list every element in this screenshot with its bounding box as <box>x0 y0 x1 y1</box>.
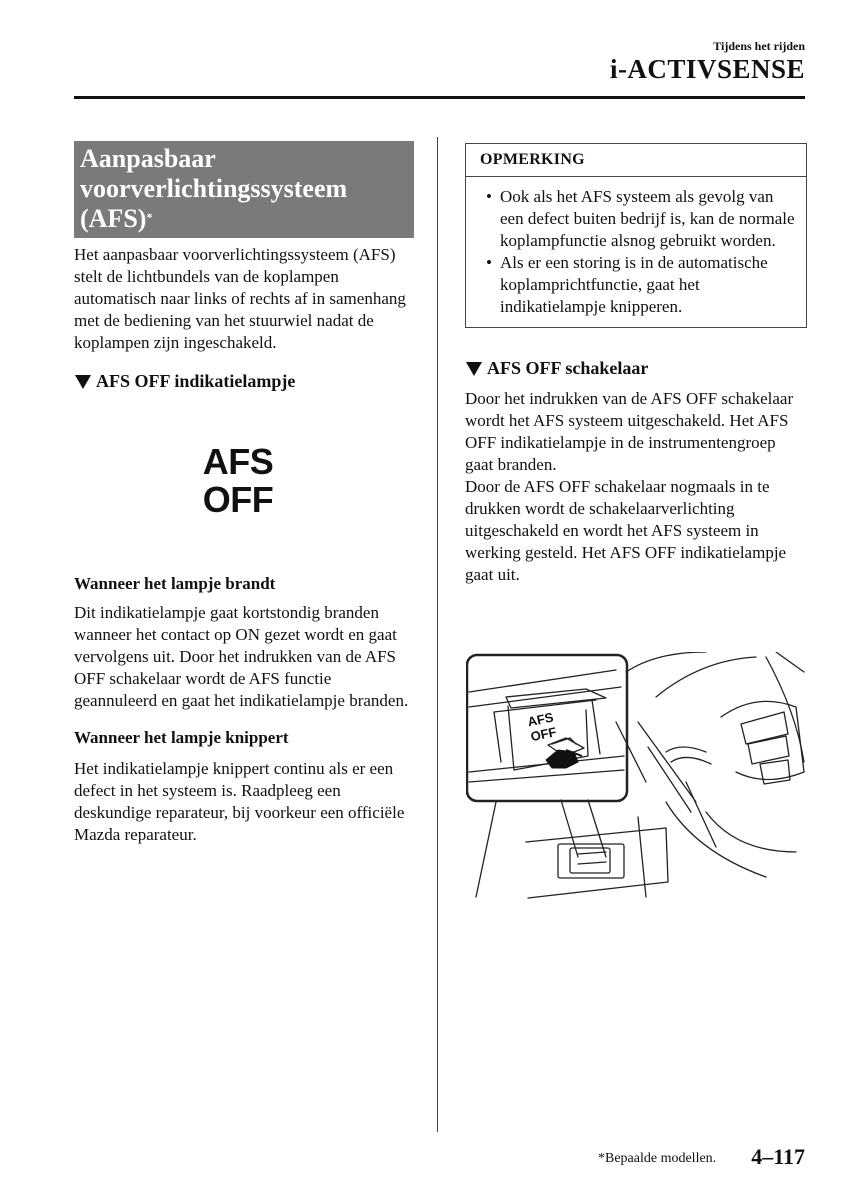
note-item-text: Ook als het AFS systeem als gevolg van een defect buiten bedrijf is, kan de normale koplampfunctie alsnog gebruikt worden. <box>500 187 795 250</box>
section-title-line2: voorverlichtingssysteem <box>80 174 348 203</box>
afs-off-indicator <box>58 443 418 519</box>
burns-heading: Wanneer het lampje brandt <box>74 574 276 593</box>
switch-paragraph-2: Door de AFS OFF schakelaar nogmaals in te drukken wordt de schakelaarverlichting uitgeschakeld en wordt het AFS systeem in werking gesteld. Het AFS OFF indikatielampje gaat uit. <box>465 477 787 584</box>
header-rule <box>74 96 805 99</box>
illustration-off-label: OFF <box>529 724 558 745</box>
section-title-line1: Aanpasbaar <box>80 144 216 173</box>
page-number: 4–117 <box>751 1144 805 1169</box>
afs-off-switch-illustration <box>466 652 806 900</box>
illustration-afs-label: AFS <box>526 709 555 730</box>
indicator-heading-text: AFS OFF indikatielampje <box>96 371 296 391</box>
header-chapter: Tijdens het rijden <box>713 39 805 53</box>
note-item-text: Als er een storing is in de automatische koplamprichtfunctie, gaat het indikatielampje knipperen. <box>500 253 768 316</box>
note-body <box>466 177 806 327</box>
section-title <box>74 141 414 238</box>
bullet-icon: • <box>486 253 492 272</box>
blinks-paragraph: Het indikatielampje knippert continu als er een defect in het systeem is. Raadpleeg een deskundige reparateur, bij voorkeur een officiële Mazda reparateur. <box>74 759 405 844</box>
indicator-heading <box>74 371 418 392</box>
left-column <box>74 141 418 846</box>
switch-heading-text: AFS OFF schakelaar <box>487 358 649 378</box>
intro-paragraph: Het aanpasbaar voorverlichtingssysteem (AFS) stelt de lichtbundels van de koplampen automatisch naar links of rechts af in samenhang met de bediening van het stuurwiel nadat de koplampen zijn ingeschakeld. <box>74 245 406 352</box>
section-title-line3: (AFS) <box>80 204 147 233</box>
note-item <box>478 252 796 318</box>
switch-paragraph-1: Door het indrukken van de AFS OFF schakelaar wordt het AFS systeem uitgeschakeld. Het AFS OFF indikatielampje in de instrumentengroep gaat branden. <box>465 389 794 474</box>
switch-heading <box>465 358 807 379</box>
blinks-heading: Wanneer het lampje knippert <box>74 728 289 747</box>
triangle-down-icon <box>75 375 91 389</box>
column-divider <box>437 137 438 1132</box>
footnote: *Bepaalde modellen. <box>598 1151 717 1166</box>
triangle-down-icon <box>466 362 482 376</box>
note-title: OPMERKING <box>466 144 806 177</box>
bullet-icon: • <box>486 187 492 206</box>
burns-paragraph: Dit indikatielampje gaat kortstondig branden wanneer het contact op ON gezet wordt en gaat vervolgens uit. Door het indrukken van de AFS OFF schakelaar wordt de AFS functie geannuleerd en gaat het indikatielampje branden. <box>74 603 409 710</box>
note-box <box>465 143 807 328</box>
afs-off-indicator-line2: OFF <box>202 479 274 520</box>
note-item <box>478 186 796 252</box>
header-section-title: i-ACTIVSENSE <box>609 54 805 84</box>
afs-off-indicator-line1: AFS <box>202 441 274 482</box>
section-title-footnote-star: * <box>146 210 153 224</box>
right-column <box>465 143 807 586</box>
